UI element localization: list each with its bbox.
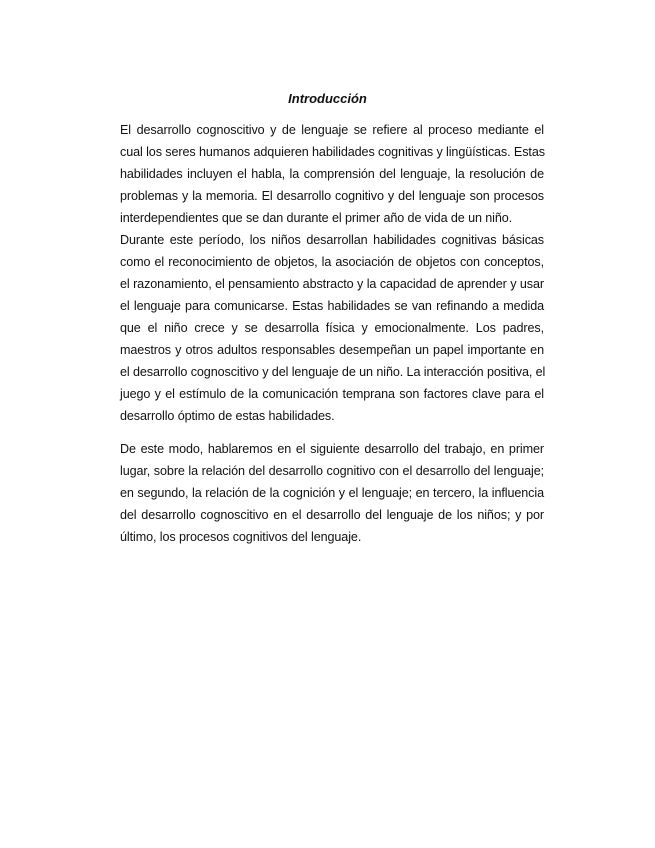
text-line: que el niño crece y se desarrolla física y emocionalmente. Los padres, <box>120 321 544 335</box>
text-line: maestros y otros adultos responsables desempeñan un papel importante en <box>120 343 544 357</box>
text-line: lugar, sobre la relación del desarrollo cognitivo con el desarrollo del lenguaje; <box>120 464 544 478</box>
text-line: habilidades incluyen el habla, la comprensión del lenguaje, la resolución de <box>120 167 544 181</box>
text-line: el lenguaje para comunicarse. Estas habilidades se van refinando a medida <box>120 299 544 313</box>
text-line: De este modo, hablaremos en el siguiente desarrollo del trabajo, en primer <box>120 442 544 456</box>
text-line: cual los seres humanos adquieren habilidades cognitivas y lingüísticas. Estas <box>120 145 545 159</box>
page-title: Introducción <box>288 91 367 106</box>
text-line: problemas y la memoria. El desarrollo cognitivo y del lenguaje son procesos <box>120 189 544 203</box>
text-line: interdependientes que se dan durante el primer año de vida de un niño. <box>120 211 513 225</box>
paragraph-2 <box>120 438 544 548</box>
text-line: del desarrollo cognoscitivo en el desarrollo del lenguaje de los niños; y por <box>120 508 544 522</box>
text-line: el desarrollo cognoscitivo y del lenguaje de un niño. La interacción positiva, el <box>120 365 546 379</box>
text-line: en segundo, la relación de la cognición y el lenguaje; en tercero, la influencia <box>120 486 544 500</box>
text-line: el razonamiento, el pensamiento abstracto y la capacidad de aprender y usar <box>120 277 544 291</box>
text-line: desarrollo óptimo de estas habilidades. <box>120 409 335 423</box>
text-line: como el reconocimiento de objetos, la asociación de objetos con conceptos, <box>120 255 544 269</box>
text-line: último, los procesos cognitivos del lenguaje. <box>120 530 362 544</box>
text-line: juego y el estímulo de la comunicación temprana son factores clave para el <box>120 387 544 401</box>
paragraph-1 <box>120 119 544 427</box>
text-line: El desarrollo cognoscitivo y de lenguaje se refiere al proceso mediante el <box>120 123 544 137</box>
text-line: Durante este período, los niños desarrollan habilidades cognitivas básicas <box>120 233 544 247</box>
